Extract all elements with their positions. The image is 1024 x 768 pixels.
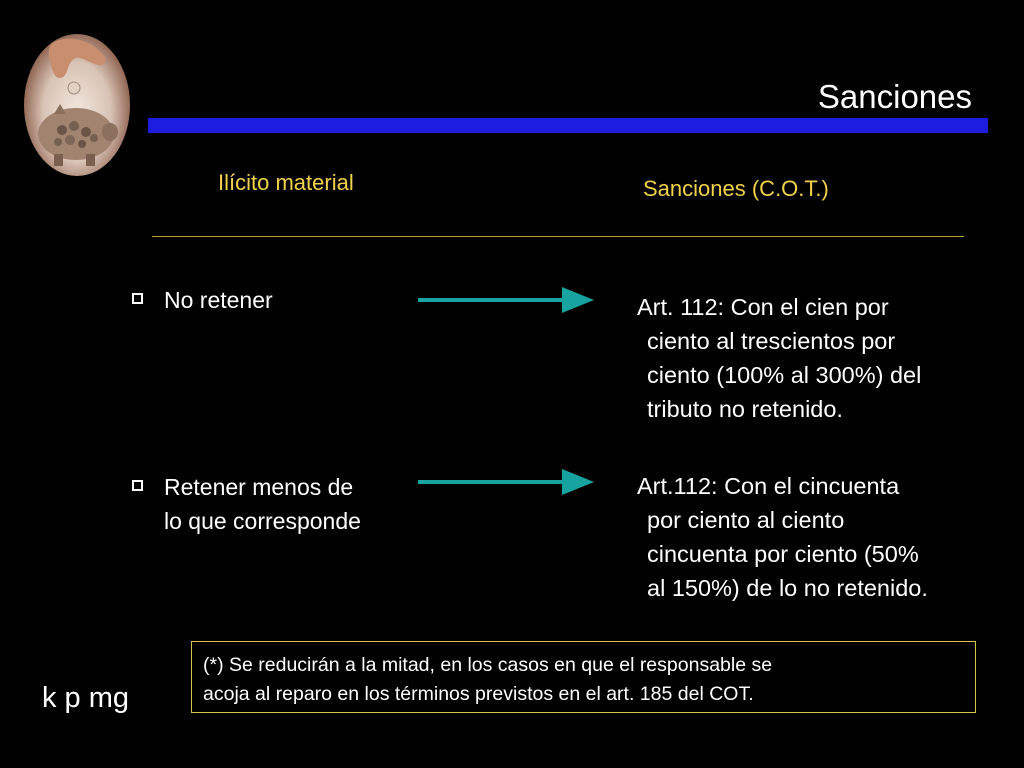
list-item-label: lo que corresponde: [164, 508, 361, 534]
square-bullet-icon: [132, 480, 143, 491]
column-heading-sanctions: Sanciones (C.O.T.): [643, 176, 829, 201]
sanction-line: al 150%) de lo no retenido.: [647, 575, 928, 601]
right-arrow-icon: [418, 466, 598, 498]
footnote-line: (*) Se reducirán a la mitad, en los casos en que el responsable se: [203, 654, 773, 676]
list-item-label: No retener: [164, 287, 273, 313]
square-bullet-icon: [132, 293, 143, 304]
list-item-no-retener: [132, 283, 273, 317]
sanction-line: tributo no retenido.: [647, 396, 843, 422]
sanction-line: Art.112: Con el cincuenta: [637, 473, 900, 499]
list-item-label: Retener menos de: [164, 474, 354, 500]
sanction-text-2: [637, 469, 995, 605]
brand-logo: k p mg: [42, 682, 130, 714]
page-title: Sanciones: [817, 78, 972, 115]
right-arrow-icon: [418, 284, 598, 316]
sanction-text-1: [637, 290, 991, 426]
sanction-line: Art. 112: Con el cien por: [637, 294, 889, 320]
title-underline-bar: [148, 118, 988, 133]
sanction-line: ciento al trescientos por: [647, 328, 896, 354]
footnote-box: [191, 641, 976, 713]
header-divider: [152, 236, 964, 237]
sanction-line: por ciento al ciento: [647, 507, 845, 533]
column-heading-illicit: Ilícito material: [218, 170, 354, 195]
sanction-line: cincuenta por ciento (50%: [647, 541, 919, 567]
footnote-line: acoja al reparo en los términos previstos en el art. 185 del COT.: [203, 683, 754, 705]
list-item-retener-menos: [132, 470, 361, 538]
piggy-bank-logo-icon: [24, 34, 130, 176]
sanction-line: ciento (100% al 300%) del: [647, 362, 922, 388]
